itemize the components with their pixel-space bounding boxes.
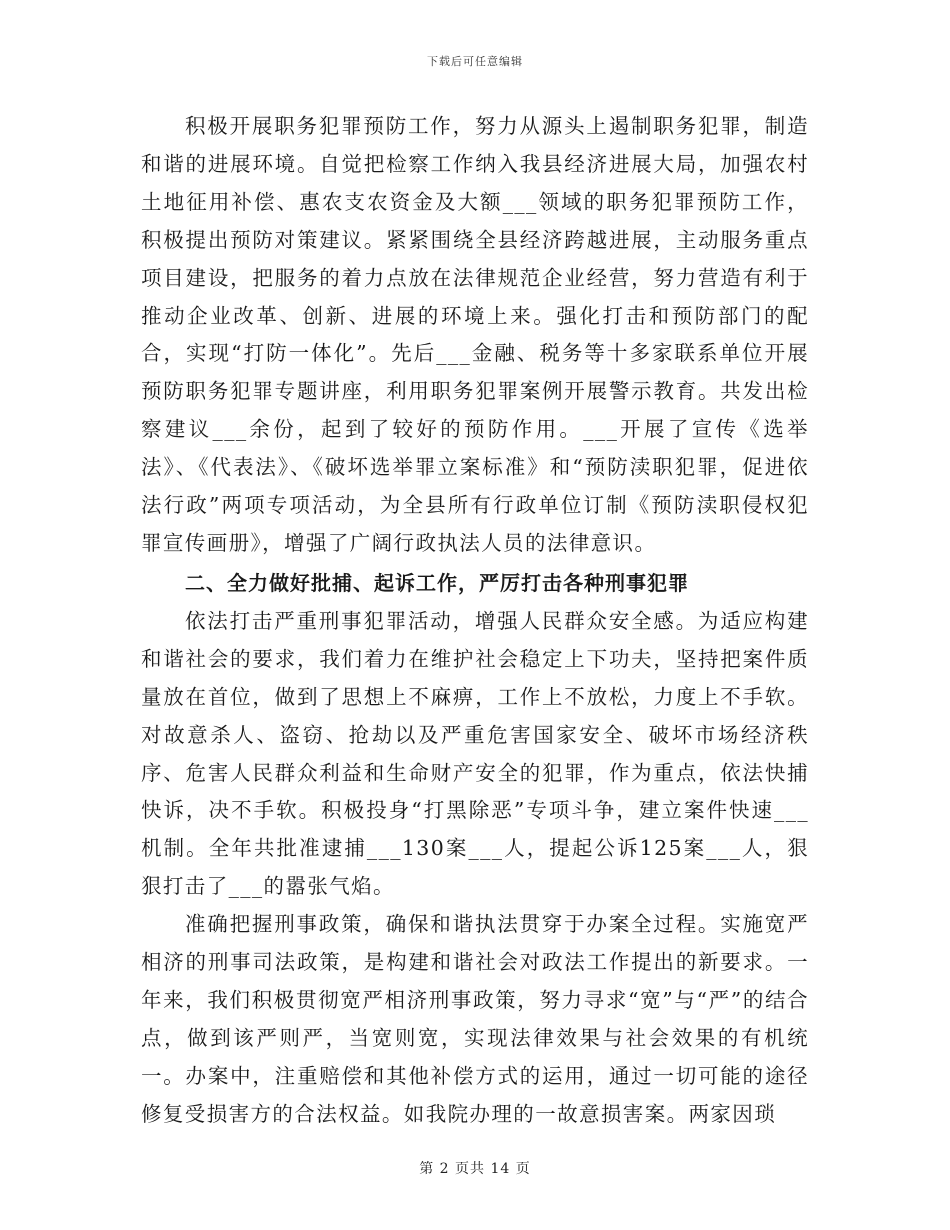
page-number: 第 2 页共 14 页 — [419, 1161, 531, 1177]
document-body — [141, 108, 809, 1134]
paragraph-criminal-policy: 准确把握刑事政策，确保和谐执法贯穿于办案全过程。实施宽严相济的刑事司法政策，是构建和谐社会对政法工作提出的新要求。一年来，我们积极贯彻宽严相济刑事政策，努力寻求“宽”与“严”的结合点，做到该严则严，当宽则宽，实现法律效果与社会效果的有机统一。办案中，注重赔偿和其他补偿方式的运用，通过一切可能的途径修复受损害方的合法权益。如我院办理的一故意损害案。两家因琐 — [141, 912, 809, 1126]
page-header: 下载后可任意编辑 — [427, 55, 523, 68]
paragraph-crackdown: 依法打击严重刑事犯罪活动，增强人民群众安全感。为适应构建和谐社会的要求，我们着力在维护社会稳定上下功夫，坚持把案件质量放在首位，做到了思想上不麻痹，工作上不放松，力度上不手软。对故意杀人、盗窃、抢劫以及严重危害国家安全、破坏市场经济秩序、危害人民群众利益和生命财产安全的犯罪，作为重点，依法快捕快诉，决不手软。积极投身“打黑除恶”专项斗争，建立案件快速___机制。全年共批准逮捕___130案___人，提起公诉125案___人，狠狠打击了___的嚣张气焰。 — [141, 608, 809, 899]
section-heading: 二、全力做好批捕、起诉工作，严厉打击各种刑事犯罪 — [185, 570, 689, 595]
paragraph-prevention: 积极开展职务犯罪预防工作，努力从源头上遏制职务犯罪，制造和谐的进展环境。自觉把检察工作纳入我县经济进展大局，加强农村土地征用补偿、惠农支农资金及大额___领域的职务犯罪预防工作，积极提出预防对策建议。紧紧围绕全县经济跨越进展，主动服务重点项目建设，把服务的着力点放在法律规范企业经营，努力营造有利于推动企业改革、创新、进展的环境上来。强化打击和预防部门的配合，实现“打防一体化”。先后___金融、税务等十多家联系单位开展预防职务犯罪专题讲座，利用职务犯罪案例开展警示教育。共发出检察建议___余份，起到了较好的预防作用。___开展了宣传《选举法》、《代表法》、《破坏选举罪立案标准》和“预防渎职犯罪，促进依法行政”两项专项活动，为全县所有行政单位订制《预防渎职侵权犯罪宣传画册》，增强了广阔行政执法人员的法律意识。 — [141, 114, 809, 555]
